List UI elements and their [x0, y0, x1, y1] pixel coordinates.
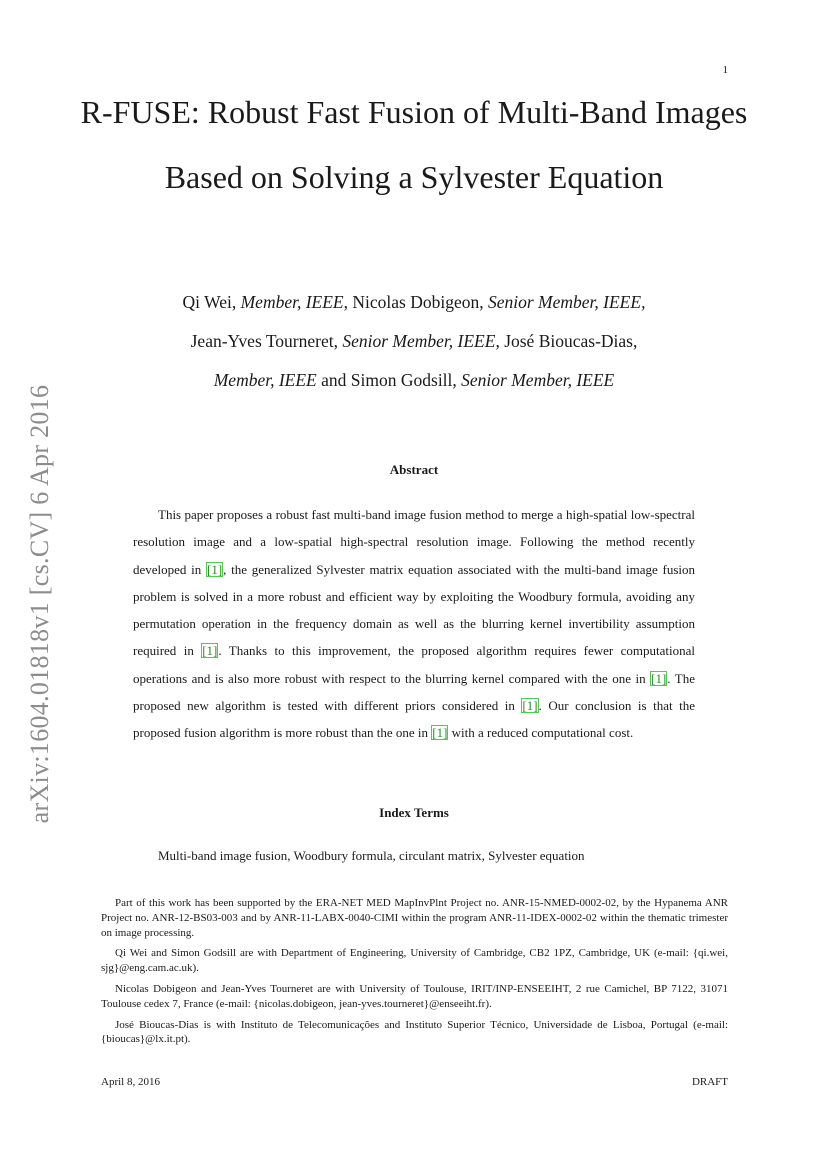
- author-list: [60, 283, 768, 400]
- footnote-affiliation: Nicolas Dobigeon and Jean-Yves Tourneret are with University of Toulouse, IRIT/INP-ENSEEIHT, 2 rue Camichel, BP 7122, 31071 Toulouse cedex 7, France (e-mail: {nicolas.dobigeon, jean-yves.tourneret}@enseeiht.fr).: [101, 982, 728, 1010]
- citation-link[interactable]: [1]: [202, 643, 218, 659]
- paper-title: R-FUSE: Robust Fast Fusion of Multi-Band Images Based on Solving a Sylvester Equation: [80, 94, 748, 195]
- page-number: 1: [722, 64, 728, 76]
- footnote-affiliation: José Bioucas-Dias is with Instituto de Telecomunicações and Instituto Superior Técnico, Universidade de Lisboa, Portugal (e-mail: {bioucas}@lx.it.pt).: [101, 1018, 728, 1046]
- footnote-affiliation: Qi Wei and Simon Godsill are with Department of Engineering, University of Cambridge, CB2 1PZ, Cambridge, UK (e-mail: {qi.wei, sjg}@eng.cam.ac.uk).: [101, 947, 728, 975]
- arxiv-identifier: arXiv:1604.01818v1 [cs.CV] 6 Apr 2016: [25, 384, 54, 824]
- footnote-funding: Part of this work has been supported by the ERA-NET MED MapInvPlnt Project no. ANR-15-NMED-0002-02, by the Hypanema ANR Project no. ANR-12-BS03-003 and by ANR-11-LABX-0040-CIMI within the program ANR-11-IDEX-0002-02 within the thematic trimester on image processing.: [101, 897, 728, 939]
- abstract-text: . The proposed new algorithm is tested with different priors considered in: [133, 670, 695, 714]
- author-name: Qi Wei,: [182, 292, 241, 312]
- footer-draft-label: DRAFT: [691, 1076, 728, 1088]
- footer-date: April 8, 2016: [101, 1076, 160, 1088]
- author-affiliation-role: Member, IEEE: [240, 292, 344, 312]
- author-affiliation-role: Senior Member, IEEE,: [487, 292, 646, 312]
- author-name: Jean-Yves Tourneret,: [190, 331, 343, 351]
- abstract-text: This paper proposes a robust fast multi-band image fusion method to merge a high-spatial low-spectral resolution image and a low-spatial high-spectral resolution image. Following the method recently developed in: [133, 507, 695, 577]
- abstract-text: . Thanks to this improvement, the proposed algorithm requires fewer computational operations and is also more robust with respect to the blurring kernel compared with the one in: [133, 643, 695, 686]
- index-terms-keywords: Multi-band image fusion, Woodbury formula, circulant matrix, Sylvester equation: [158, 848, 585, 863]
- abstract-body: [133, 501, 695, 747]
- author-name: and Simon Godsill,: [316, 370, 462, 390]
- footnotes: [101, 896, 728, 1053]
- abstract-heading: Abstract: [389, 462, 439, 477]
- citation-link[interactable]: [1]: [207, 561, 223, 577]
- citation-link[interactable]: [1]: [432, 725, 448, 741]
- abstract-text: with a reduced computational cost.: [448, 725, 634, 741]
- author-affiliation-role: Senior Member, IEEE: [342, 331, 496, 351]
- author-affiliation-role: Senior Member, IEEE: [461, 370, 615, 390]
- abstract-text: . Our conclusion is that the proposed fusion algorithm is more robust than the one in: [133, 698, 695, 741]
- author-name: , José Bioucas-Dias,: [495, 331, 638, 351]
- author-affiliation-role: Member, IEEE: [213, 370, 317, 390]
- author-name: , Nicolas Dobigeon,: [343, 292, 488, 312]
- index-terms-heading: Index Terms: [379, 805, 449, 820]
- citation-link[interactable]: [1]: [522, 698, 538, 714]
- citation-link[interactable]: [1]: [651, 670, 667, 686]
- abstract-text: , the generalized Sylvester matrix equation associated with the multi-band image fusion problem is solved in a more robust and efficient way by exploiting the Woodbury formula, avoiding any permutation operation in the frequency domain as well as the blurring kernel invertibility assumption required in: [133, 561, 695, 659]
